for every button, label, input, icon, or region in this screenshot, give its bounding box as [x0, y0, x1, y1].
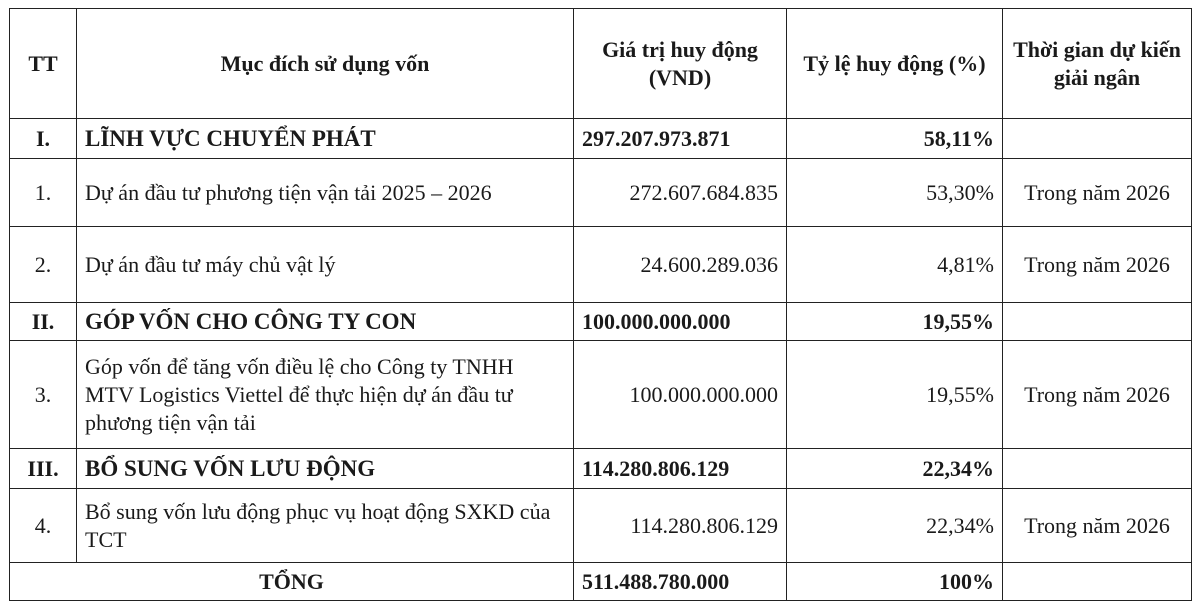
item-value: 114.280.806.129: [574, 489, 787, 563]
section-title: LĨNH VỰC CHUYỂN PHÁT: [77, 119, 574, 159]
section-value: 114.280.806.129: [574, 449, 787, 489]
item-purpose: Bổ sung vốn lưu động phục vụ hoạt động SXKD của TCT: [77, 489, 574, 563]
section-row: [10, 449, 1192, 489]
total-value: 511.488.780.000: [574, 563, 787, 601]
item-purpose: Góp vốn để tăng vốn điều lệ cho Công ty TNHH MTV Logistics Viettel để thực hiện dự án đầu tư phương tiện vận tải: [77, 341, 574, 449]
header-purpose: Mục đích sử dụng vốn: [77, 9, 574, 119]
item-rate: 19,55%: [787, 341, 1003, 449]
item-rate: 53,30%: [787, 159, 1003, 227]
item-tt: 2.: [10, 227, 77, 303]
header-tt: TT: [10, 9, 77, 119]
item-time: Trong năm 2026: [1003, 489, 1192, 563]
item-time: Trong năm 2026: [1003, 227, 1192, 303]
item-value: 272.607.684.835: [574, 159, 787, 227]
section-time: [1003, 303, 1192, 341]
section-row: [10, 119, 1192, 159]
section-title: BỔ SUNG VỐN LƯU ĐỘNG: [77, 449, 574, 489]
item-tt: 3.: [10, 341, 77, 449]
table-row: [10, 159, 1192, 227]
section-time: [1003, 449, 1192, 489]
item-time: Trong năm 2026: [1003, 159, 1192, 227]
table-row: [10, 489, 1192, 563]
capital-use-table: [9, 8, 1192, 601]
section-tt: I.: [10, 119, 77, 159]
table-row: [10, 341, 1192, 449]
section-rate: 19,55%: [787, 303, 1003, 341]
section-tt: II.: [10, 303, 77, 341]
total-rate: 100%: [787, 563, 1003, 601]
table-header-row: [10, 9, 1192, 119]
section-value: 100.000.000.000: [574, 303, 787, 341]
item-purpose: Dự án đầu tư phương tiện vận tải 2025 – 2026: [77, 159, 574, 227]
section-rate: 58,11%: [787, 119, 1003, 159]
table-row: [10, 227, 1192, 303]
item-rate: 4,81%: [787, 227, 1003, 303]
section-value: 297.207.973.871: [574, 119, 787, 159]
header-rate: Tỷ lệ huy động (%): [787, 9, 1003, 119]
item-value: 100.000.000.000: [574, 341, 787, 449]
total-time: [1003, 563, 1192, 601]
total-label: TỔNG: [10, 563, 574, 601]
item-tt: 4.: [10, 489, 77, 563]
item-value: 24.600.289.036: [574, 227, 787, 303]
header-value: Giá trị huy động (VND): [574, 9, 787, 119]
item-rate: 22,34%: [787, 489, 1003, 563]
section-tt: III.: [10, 449, 77, 489]
item-time: Trong năm 2026: [1003, 341, 1192, 449]
item-purpose: Dự án đầu tư máy chủ vật lý: [77, 227, 574, 303]
section-row: [10, 303, 1192, 341]
section-time: [1003, 119, 1192, 159]
item-tt: 1.: [10, 159, 77, 227]
total-row: [10, 563, 1192, 601]
header-time: Thời gian dự kiến giải ngân: [1003, 9, 1192, 119]
section-rate: 22,34%: [787, 449, 1003, 489]
section-title: GÓP VỐN CHO CÔNG TY CON: [77, 303, 574, 341]
